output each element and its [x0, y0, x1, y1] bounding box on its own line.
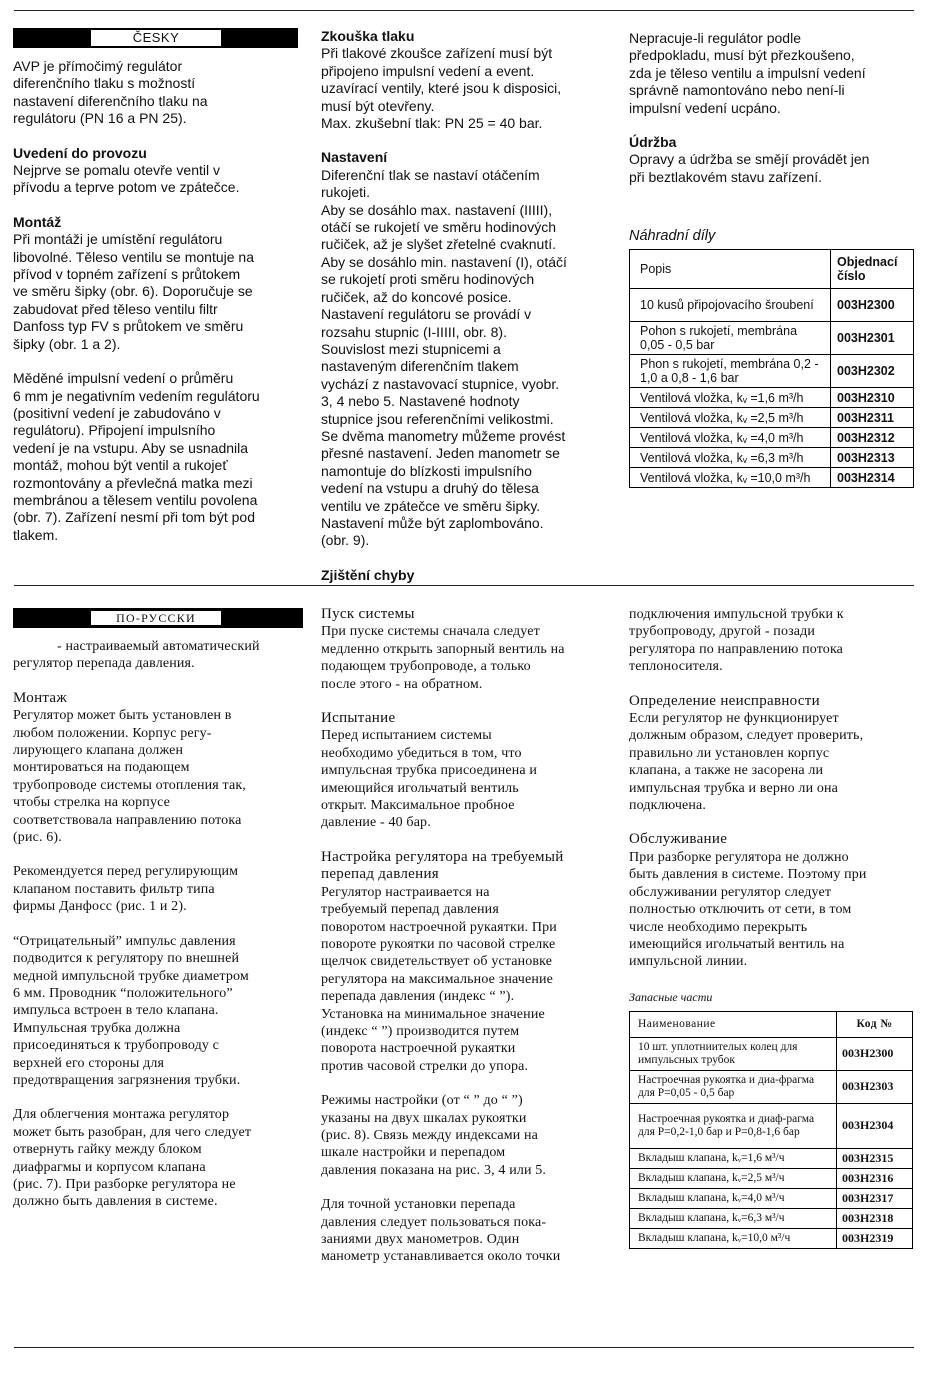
russian-parts-table [629, 1011, 913, 1249]
text-line: повороте рукоятки по часовой стрелке [321, 936, 556, 952]
czech-parts-header-code: Objednací číslo [831, 250, 914, 289]
czech-parts-section [629, 228, 914, 488]
text-line: ručiček, až je slyšet zřetelné cvaknutí. [321, 236, 556, 253]
russian-parts-code-cell: 003H2318 [837, 1209, 913, 1229]
russian-parts-row [630, 1209, 913, 1229]
russian-parts-row [630, 1229, 913, 1249]
czech-parts-table [629, 249, 914, 488]
text-line: montáž, mohou být ventil a rukojeť [13, 457, 228, 474]
russian-parts-code-cell: 003H2304 [837, 1104, 913, 1149]
russian-parts-row [630, 1189, 913, 1209]
section-heading: Определение неисправности [629, 692, 820, 709]
text-line: vedení je na vstupu. Aby se usnadnila [13, 439, 249, 456]
text-line: регулятора по направлению потока [629, 641, 844, 657]
czech-parts-code-cell: 003H2300 [831, 289, 914, 322]
czech-parts-row [630, 408, 914, 428]
text-line: diferenčního tlaku s možností [13, 75, 196, 92]
text-line: šipky (obr. 1 a 2). [13, 335, 121, 352]
text-line: se rukojetí proti směru hodinových [321, 271, 535, 288]
czech-parts-desc-cell: 10 kusů připojovacího šroubení [630, 289, 831, 322]
text-line: Opravy a údržba se smějí provádět jen [629, 151, 870, 168]
paragraph-gap [629, 814, 919, 831]
text-line: поворотом настроечной рукаятки. При [321, 919, 557, 935]
czech-column-1 [13, 28, 298, 544]
text-line: Регулятор настраивается на [321, 884, 490, 900]
paragraph-gap [321, 1179, 616, 1196]
text-line: Max. zkušební tlak: PN 25 = 40 bar. [321, 115, 543, 132]
section-heading: Údržba [629, 134, 677, 151]
text-line: против часовой стрелки до упора. [321, 1058, 529, 1074]
text-line: rukojeti. [321, 184, 371, 201]
text-line: регулятора на максимальное значение [321, 971, 553, 987]
text-line: Рекомендуется перед регулирующим [13, 864, 239, 880]
text-line: Souvislost mezi stupnicemi a [321, 340, 501, 357]
text-line: манометр устанавливается около точки [321, 1249, 561, 1265]
paragraph-gap [321, 693, 616, 710]
czech-parts-row [630, 468, 914, 488]
russian-language-bar [13, 608, 303, 628]
text-line: требуемый перепад давления [321, 902, 499, 918]
text-line: шкале настройки и перепадом [321, 1145, 506, 1161]
russian-parts-desc-cell: Вкладыш клапана, kᵥ=6,3 м³/ч [630, 1209, 837, 1229]
text-line: При пуске системы сначала следует [321, 624, 540, 640]
text-line: диафрагмы и корпусом клапана [13, 1159, 206, 1175]
text-line: подводится к регулятору по внешней [13, 951, 240, 967]
russian-column-3 [629, 606, 919, 971]
section-heading: Zjištění chyby [321, 566, 415, 583]
text-line: трубопроводе системы отопления так, [13, 777, 246, 793]
text-line: Если регулятор не функционирует [629, 711, 839, 727]
section-divider [14, 585, 914, 586]
czech-parts-desc-cell: Ventilová vložka, kᵥ =1,6 m³/h [630, 388, 831, 408]
russian-parts-section [629, 990, 913, 1249]
text-line: namontuje do blízkosti impulsního [321, 462, 532, 479]
text-line: zabudovat před těleso ventilu filtr [13, 300, 218, 317]
text-line: Nejprve se pomalu otevře ventil v [13, 162, 220, 179]
russian-parts-desc-cell: Настроечная рукоятка и диа-фрагма для P=0,05 - 0,5 бар [630, 1071, 837, 1104]
paragraph-gap [13, 128, 298, 145]
text-line: импульсная трубка присоединена и [321, 763, 538, 779]
russian-parts-header-code: Код № [837, 1012, 913, 1038]
russian-parts-header-row [630, 1012, 913, 1038]
section-heading: Montáž [13, 213, 62, 230]
text-line: давление - 40 бар. [321, 815, 431, 831]
russian-parts-code-cell: 003H2316 [837, 1169, 913, 1189]
text-line: rozmontovány a převlečná matka mezi [13, 474, 253, 491]
text-line: (рис. 7). При разборке регулятора не [13, 1176, 236, 1192]
paragraph-gap [321, 550, 616, 567]
czech-parts-desc-cell: Pohon s rukojetí, membrána 0,05 - 0,5 bar [630, 322, 831, 355]
text-line: медленно открыть запорный вентиль на [321, 641, 565, 657]
russian-col1-text [13, 638, 303, 1211]
czech-parts-desc-cell: Phon s rukojetí, membrána 0,2 - 1,0 a 0,8 - 1,6 bar [630, 355, 831, 388]
czech-parts-desc-cell: Ventilová vložka, kᵥ =6,3 m³/h [630, 448, 831, 468]
text-line: Для облегчения монтажа регулятор [13, 1107, 230, 1123]
section-heading: перепад давления [321, 866, 439, 883]
text-line: необходимо убедиться в том, что [321, 745, 522, 761]
czech-language-bar [13, 28, 298, 48]
text-line: клапана, а также не засорена ли [629, 763, 824, 779]
russian-parts-row [630, 1169, 913, 1189]
russian-parts-row [630, 1038, 913, 1071]
paragraph-gap [321, 132, 616, 149]
russian-parts-code-cell: 003H2317 [837, 1189, 913, 1209]
czech-parts-row [630, 289, 914, 322]
text-line: impulsní vedení ucpáno. [629, 99, 781, 116]
czech-column-3 [629, 30, 919, 186]
czech-parts-desc-cell: Ventilová vložka, kᵥ =2,5 m³/h [630, 408, 831, 428]
russian-parts-desc-cell: Вкладыш клапана, kᵥ=1,6 м³/ч [630, 1149, 837, 1169]
text-line: регулятор перепада давления. [13, 656, 195, 672]
text-line: nastavení diferenčního tlaku na [13, 92, 208, 109]
text-line: Nastavení regulátoru se provádí v [321, 306, 532, 323]
text-line: Danfoss typ FV s průtokem ve směru [13, 318, 244, 335]
czech-col1-text [13, 58, 298, 544]
text-line: vychází z nastavovací stupnice, vyobr. [321, 375, 560, 392]
russian-parts-desc-cell: Вкладыш клапана, kᵥ=2,5 м³/ч [630, 1169, 837, 1189]
text-line: zda je těleso ventilu a impulsní vedení [629, 64, 866, 81]
text-line: импульсной линии. [629, 954, 748, 970]
czech-parts-row [630, 428, 914, 448]
paragraph-gap [13, 673, 303, 690]
text-line: может быть разобран, для чего следует [13, 1124, 252, 1140]
text-line: соответствовала направлению потока [13, 812, 242, 828]
russian-parts-desc-cell: Настроечная рукоятка и диаф-рагма для P=0,2-1,0 бар и P=0,8-1,6 бар [630, 1104, 837, 1149]
text-line: vedení na vstupu a druhý do tělesa [321, 480, 539, 497]
text-line: присоединяться к трубопроводу с [13, 1038, 220, 1054]
text-line: числе необходимо перекрыть [629, 919, 808, 935]
russian-column-1 [13, 608, 303, 1211]
text-line: должно быть давления в системе. [13, 1194, 218, 1210]
text-line: nastaveným diferenčním tlakem [321, 358, 519, 375]
text-line: лирующего клапана должен [13, 743, 184, 759]
text-line: заниями двух манометров. Один [321, 1232, 520, 1247]
czech-parts-code-cell: 003H2314 [831, 468, 914, 488]
text-line: монтироваться на подающем [13, 760, 190, 776]
text-line: ručiček, až do koncové posice. [321, 288, 512, 305]
czech-parts-code-cell: 003H2312 [831, 428, 914, 448]
section-heading: Nastavení [321, 149, 388, 166]
section-heading: Пуск системы [321, 606, 415, 622]
text-line: 3, 4 nebo 5. Nastavené hodnoty [321, 393, 520, 410]
text-line: правильно ли установлен корпус [629, 745, 830, 761]
text-line: давления следует пользоваться пока- [321, 1214, 547, 1230]
russian-parts-code-cell: 003H2303 [837, 1071, 913, 1104]
paragraph-gap [13, 1089, 303, 1106]
text-line: otáčí se rukojetí ve směru hodinových [321, 219, 557, 236]
text-line: подающем трубопроводе, а только [321, 659, 531, 675]
czech-parts-row [630, 448, 914, 468]
czech-parts-header-row [630, 250, 914, 289]
russian-parts-code-cell: 003H2319 [837, 1229, 913, 1249]
paragraph-gap [321, 832, 616, 849]
text-line: медной импульсной трубке диаметром [13, 968, 249, 984]
text-line: správně namontováno nebo není-li [629, 82, 845, 99]
text-line: 6 мм. Проводник “положительного” [13, 985, 233, 1001]
text-line: tlakem. [13, 526, 59, 543]
text-line: regulátoru (PN 16 a PN 25). [13, 110, 187, 127]
text-line: предотвращения загрязнения трубки. [13, 1072, 241, 1088]
text-line: (obr. 9). [321, 532, 370, 549]
text-line: открыт. Максимальное пробное [321, 798, 515, 814]
section-heading: Zkouška tlaku [321, 28, 415, 44]
paragraph-gap [629, 676, 919, 693]
text-line: (индекс “ ”) производится путем [321, 1023, 520, 1039]
text-line: regulátoru). Připojení impulsního [13, 422, 216, 439]
czech-col2-text [321, 28, 616, 584]
text-line: stupnice jsou referenčními velikostmi. [321, 410, 554, 427]
text-line: uzavírací ventily, které jsou k disposici, [321, 80, 562, 97]
czech-parts-row [630, 388, 914, 408]
text-line: Перед испытанием системы [321, 728, 492, 744]
text-line: libovolné. Těleso ventilu se montuje na [13, 248, 255, 265]
text-line: импульса встроен в тело клапана. [13, 1003, 219, 1019]
text-line: теплоносителя. [629, 659, 723, 675]
czech-parts-caption: Náhradní díly [629, 228, 716, 244]
text-line: Diferenční tlak se nastaví otáčením [321, 166, 540, 183]
section-heading: Испытание [321, 710, 396, 727]
czech-parts-code-cell: 003H2301 [831, 322, 914, 355]
paragraph-gap [321, 1075, 616, 1092]
czech-parts-code-cell: 003H2302 [831, 355, 914, 388]
text-line: - настраиваемый автоматический [57, 639, 260, 654]
russian-parts-row [630, 1104, 913, 1149]
czech-parts-desc-cell: Ventilová vložka, kᵥ =4,0 m³/h [630, 428, 831, 448]
paragraph-gap [13, 353, 298, 370]
text-line: Při montáži je umístění regulátoru [13, 231, 223, 248]
czech-parts-code-cell: 003H2313 [831, 448, 914, 468]
russian-parts-desc-cell: Вкладыш клапана, kᵥ=4,0 м³/ч [630, 1189, 837, 1209]
text-line: отвернуть гайку между блоком [13, 1142, 202, 1158]
text-line: Импульсная трубка должна [13, 1020, 181, 1036]
czech-column-2 [321, 28, 616, 584]
bottom-rule [14, 1347, 914, 1348]
text-line: 6 mm je negativním vedením regulátoru [13, 387, 260, 404]
section-heading: Обслуживание [629, 831, 728, 848]
text-line: верхней его стороны для [13, 1055, 165, 1071]
text-line: membránou a tělesem ventilu povolena [13, 491, 258, 508]
text-line: имеющийся игольчатый вентиль на [629, 936, 845, 952]
text-line: přívod v topném zařízení s průtokem [13, 266, 241, 283]
russian-parts-header-desc: Наименование [630, 1012, 837, 1038]
text-line: (positivní vedení je zabudováno v [13, 404, 221, 421]
text-line: полностью отключить от сети, в том [629, 902, 852, 918]
text-line: любом положении. Корпус регу- [13, 725, 212, 741]
text-line: Měděné impulsní vedení o průměru [13, 370, 234, 387]
text-line: Při tlakové zkoušce zařízení musí být [321, 45, 553, 62]
paragraph-gap [13, 916, 303, 933]
text-line: (obr. 7). Zařízení nesmí při tom být pod [13, 509, 255, 526]
text-line: přesné nastavení. Jeden manometr se [321, 445, 560, 462]
czech-parts-desc-cell: Ventilová vložka, kᵥ =10,0 m³/h [630, 468, 831, 488]
text-line: Для точной установки перепада [321, 1197, 516, 1213]
text-line: обслуживании регулятор следует [629, 884, 832, 900]
text-line: щелчок свидетельствует об установке [321, 954, 553, 970]
text-line: быть давления в системе. Поэтому при [629, 867, 867, 883]
text-line: клапаном поставить фильтр типа [13, 881, 215, 897]
text-line: Режимы настройки (от “ ” до “ ”) [321, 1093, 523, 1109]
russian-parts-desc-cell: 10 шт. уплотниителых колец для импульсных трубок [630, 1038, 837, 1071]
text-line: давления показана на рис. 3, 4 или 5. [321, 1162, 547, 1178]
text-line: ve směru šipky (obr. 6). Doporučuje se [13, 283, 253, 300]
section-heading: Uvedení do provozu [13, 144, 147, 161]
russian-col2-text [321, 606, 616, 1266]
russian-parts-row [630, 1149, 913, 1169]
russian-parts-caption: Запасные части [629, 990, 713, 1004]
text-line: указаны на двух шкалах рукоятки [321, 1110, 527, 1126]
text-line: AVP je přímočimý regulátor [13, 58, 183, 74]
text-line: (рис. 8). Связь между индексами на [321, 1127, 539, 1143]
text-line: Nastavení může být zaplombováno. [321, 514, 544, 531]
text-line: перепада давления (индекс “ ”). [321, 989, 515, 1005]
text-line: Регулятор может быть установлен в [13, 708, 232, 724]
text-line: Se dvěma manometry můžeme provést [321, 427, 566, 444]
russian-col3-text [629, 606, 919, 971]
section-heading: Монтаж [13, 689, 68, 706]
czech-parts-row [630, 322, 914, 355]
text-line: připojeno impulsní vedení a event. [321, 62, 535, 79]
paragraph-gap [13, 846, 303, 863]
text-line: после этого - на обратном. [321, 676, 483, 692]
czech-language-label: ČESKY [91, 30, 221, 46]
text-line: Aby se dosáhlo min. nastavení (I), otáčí [321, 253, 567, 270]
czech-parts-code-cell: 003H2311 [831, 408, 914, 428]
russian-language-label: ПО-РУССКИ [91, 611, 221, 625]
text-line: При разборке регулятора не должно [629, 849, 849, 865]
czech-parts-code-cell: 003H2310 [831, 388, 914, 408]
text-line: při beztlakovém stavu zařízení. [629, 168, 822, 185]
text-line: (рис. 6). [13, 830, 62, 846]
czech-parts-header-desc: Popis [630, 250, 831, 289]
text-line: přívodu a teprve potom ve zpátečce. [13, 179, 240, 196]
text-line: rozsahu stupnic (I-IIIII, obr. 8). [321, 323, 507, 340]
russian-column-2 [321, 606, 616, 1266]
section-heading: Настройка регулятора на требуемый [321, 848, 564, 865]
text-line: “Отрицательный” импульс давления [13, 933, 236, 949]
text-line: ventilu ve zpátečce ve směru šipky. [321, 497, 541, 514]
top-rule [14, 10, 914, 11]
czech-parts-row [630, 355, 914, 388]
russian-parts-row [630, 1071, 913, 1104]
text-line: Установка на минимальное значение [321, 1006, 545, 1022]
text-line: musí být otevřeny. [321, 97, 435, 114]
text-line: подключена. [629, 798, 707, 814]
text-line: чтобы стрелка на корпусе [13, 795, 170, 811]
russian-parts-desc-cell: Вкладыш клапана, kᵥ=10,0 м³/ч [630, 1229, 837, 1249]
paragraph-gap [629, 117, 919, 134]
text-line: импульсная трубка и верно ли она [629, 780, 839, 796]
russian-parts-code-cell: 003H2300 [837, 1038, 913, 1071]
text-line: předpokladu, musí být přezkoušeno, [629, 47, 855, 64]
text-line: трубопроводу, другой - позади [629, 624, 816, 640]
text-line: должным образом, следует проверить, [629, 728, 864, 744]
paragraph-gap [13, 197, 298, 214]
text-line: фирмы Данфосс (рис. 1 и 2). [13, 899, 187, 915]
text-line: Aby se dosáhlo max. nastavení (IIIII), [321, 201, 553, 218]
text-line: подключения импульсной трубки к [629, 607, 844, 622]
text-line: Nepracuje-li regulátor podle [629, 30, 801, 46]
russian-parts-code-cell: 003H2315 [837, 1149, 913, 1169]
text-line: имеющийся игольчатый вентиль [321, 780, 519, 796]
czech-col3-text [629, 30, 919, 186]
text-line: поворота настроечной рукаятки [321, 1041, 516, 1057]
